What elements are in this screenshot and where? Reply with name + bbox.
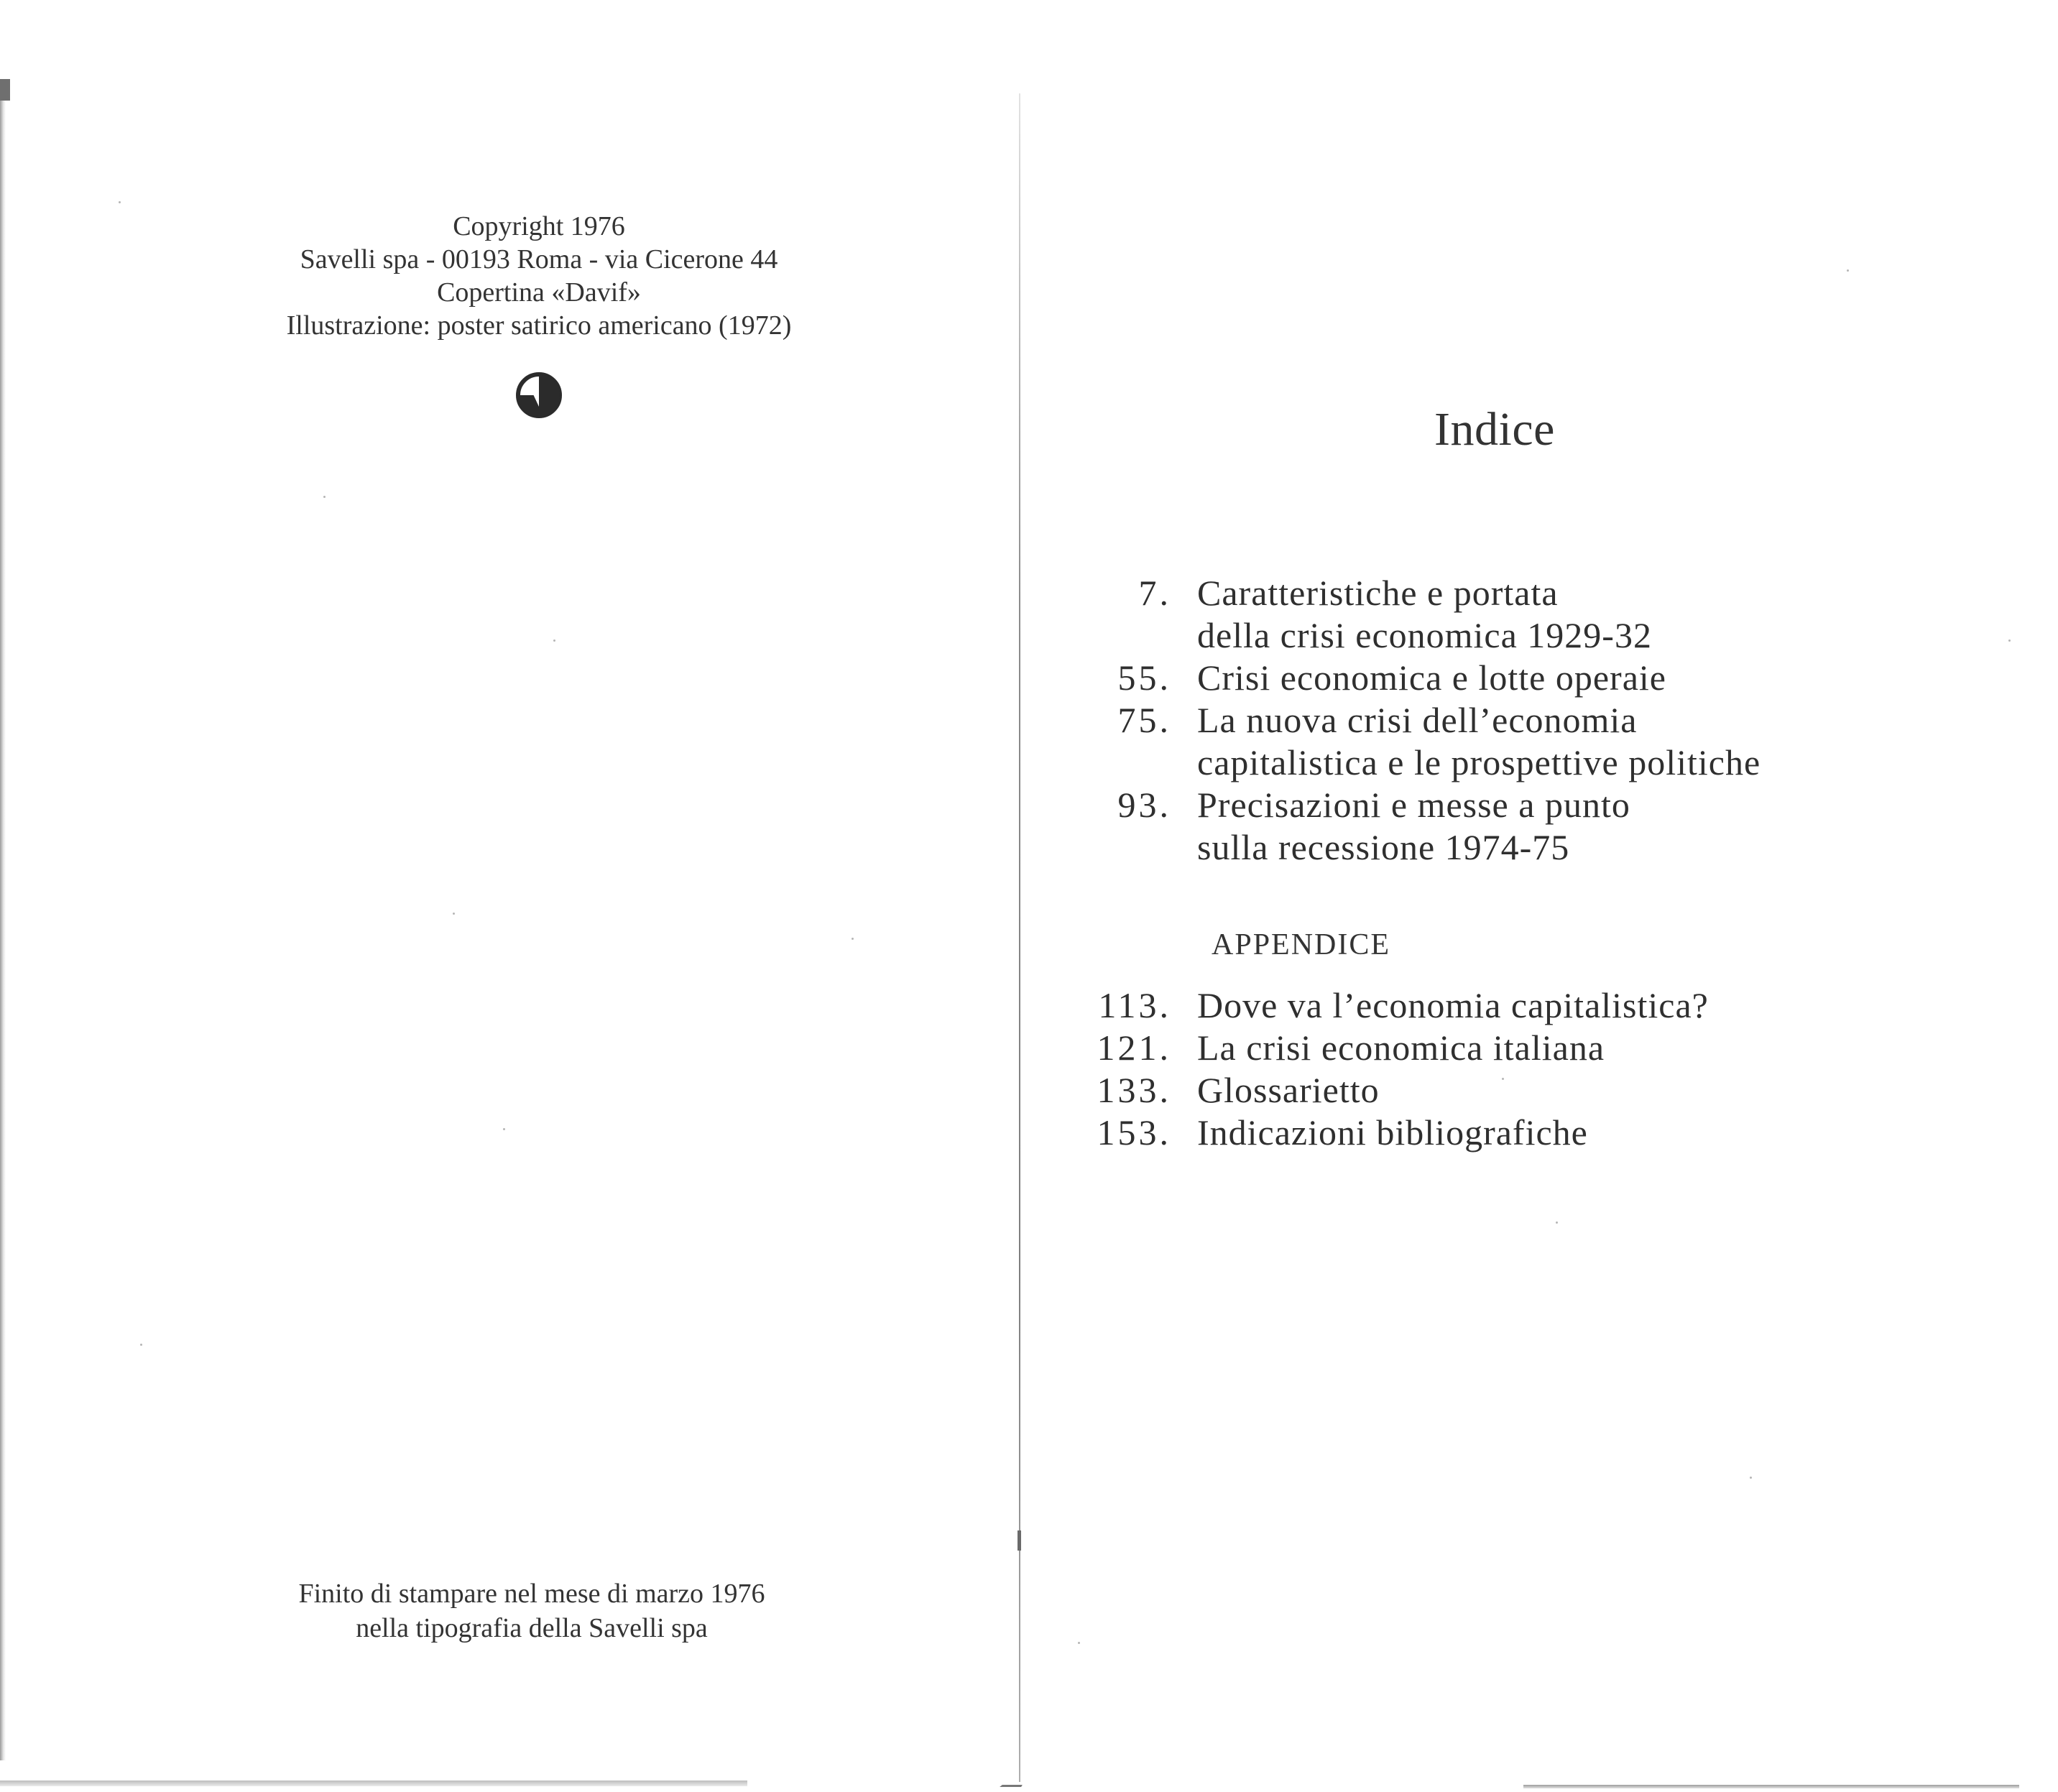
toc-entry — [1071, 657, 2005, 699]
gutter-mark — [1018, 1530, 1021, 1551]
colophon-line: Finito di stampare nel mese di marzo 1976 — [298, 1579, 765, 1609]
toc-entry-line: sulla recessione 1974-75 — [1197, 827, 1570, 867]
toc-entry-line: capitalistica e le prospettive politiche — [1197, 742, 1761, 782]
toc-entry-title — [1197, 699, 2005, 784]
toc-entry-line: Crisi economica e lotte operaie — [1197, 657, 1666, 698]
toc-page-number: 121. — [1097, 1027, 1171, 1068]
left-page-edge-mark — [0, 79, 10, 101]
toc-entry-title — [1197, 657, 2005, 699]
left-page-bottom-edge — [0, 1781, 747, 1786]
right-page-bottom-edge — [1523, 1785, 2019, 1788]
toc-entry-title — [1197, 784, 2005, 869]
scan-speck — [1847, 269, 1849, 272]
imprint-line: Copyright 1976 — [453, 211, 625, 241]
appendix-contents — [1071, 984, 2005, 1154]
scan-speck — [503, 1128, 505, 1130]
scan-speck — [553, 639, 555, 642]
table-of-contents — [1071, 572, 2005, 869]
toc-page-number: 75. — [1117, 700, 1171, 740]
imprint-line: Copertina «Davif» — [437, 277, 641, 308]
toc-page-number: 113. — [1098, 985, 1171, 1025]
imprint-line: Illustrazione: poster satirico americano (1972) — [286, 310, 792, 341]
toc-page-number: 7. — [1138, 573, 1171, 613]
toc-entry — [1071, 984, 2005, 1027]
scan-speck — [1078, 1642, 1080, 1644]
toc-entry-title: Dove va l’economia capitalistica? — [1197, 985, 1709, 1025]
toc-entry-title — [1197, 572, 2005, 657]
scan-speck — [852, 938, 854, 940]
scan-speck — [1502, 1078, 1504, 1080]
toc-entry-title: Glossarietto — [1197, 1070, 1380, 1110]
toc-entry — [1071, 1027, 2005, 1069]
scan-speck — [323, 496, 326, 498]
imprint-line: Savelli spa - 00193 Roma - via Cicerone 44 — [300, 244, 778, 274]
toc-entry — [1071, 784, 2005, 869]
left-page-edge — [0, 79, 6, 1760]
publisher-logo-icon — [514, 371, 563, 420]
printing-colophon — [172, 1576, 891, 1645]
toc-entry-line: Caratteristiche e portata — [1197, 573, 1559, 613]
copyright-imprint — [180, 210, 898, 342]
toc-entry — [1071, 1069, 2005, 1112]
appendix-heading: APPENDICE — [1212, 928, 1391, 961]
scan-speck — [453, 913, 455, 915]
toc-entry-line: La nuova crisi dell’economia — [1197, 700, 1638, 740]
toc-entry — [1071, 572, 2005, 657]
page-title: Indice — [1434, 403, 1555, 456]
scan-speck — [140, 1344, 142, 1346]
scan-speck — [2008, 639, 2011, 642]
toc-entry-line: della crisi economica 1929-32 — [1197, 615, 1652, 655]
scan-speck — [1556, 1221, 1558, 1224]
toc-page-number: 133. — [1097, 1070, 1171, 1110]
toc-entry-title: Indicazioni bibliografiche — [1197, 1112, 1588, 1153]
toc-page-number: 55. — [1117, 657, 1171, 698]
book-spine-gutter — [1019, 93, 1020, 1782]
scan-speck — [119, 201, 121, 203]
scan-speck — [1750, 1477, 1752, 1479]
toc-page-number: 93. — [1117, 785, 1171, 825]
toc-entry-line: Precisazioni e messe a punto — [1197, 785, 1630, 825]
spine-bottom-notch — [1000, 1775, 1028, 1787]
toc-entry — [1071, 1112, 2005, 1154]
colophon-line: nella tipografia della Savelli spa — [356, 1613, 708, 1643]
toc-entry-title: La crisi economica italiana — [1197, 1027, 1605, 1068]
toc-entry — [1071, 699, 2005, 784]
toc-page-number: 153. — [1097, 1112, 1171, 1153]
